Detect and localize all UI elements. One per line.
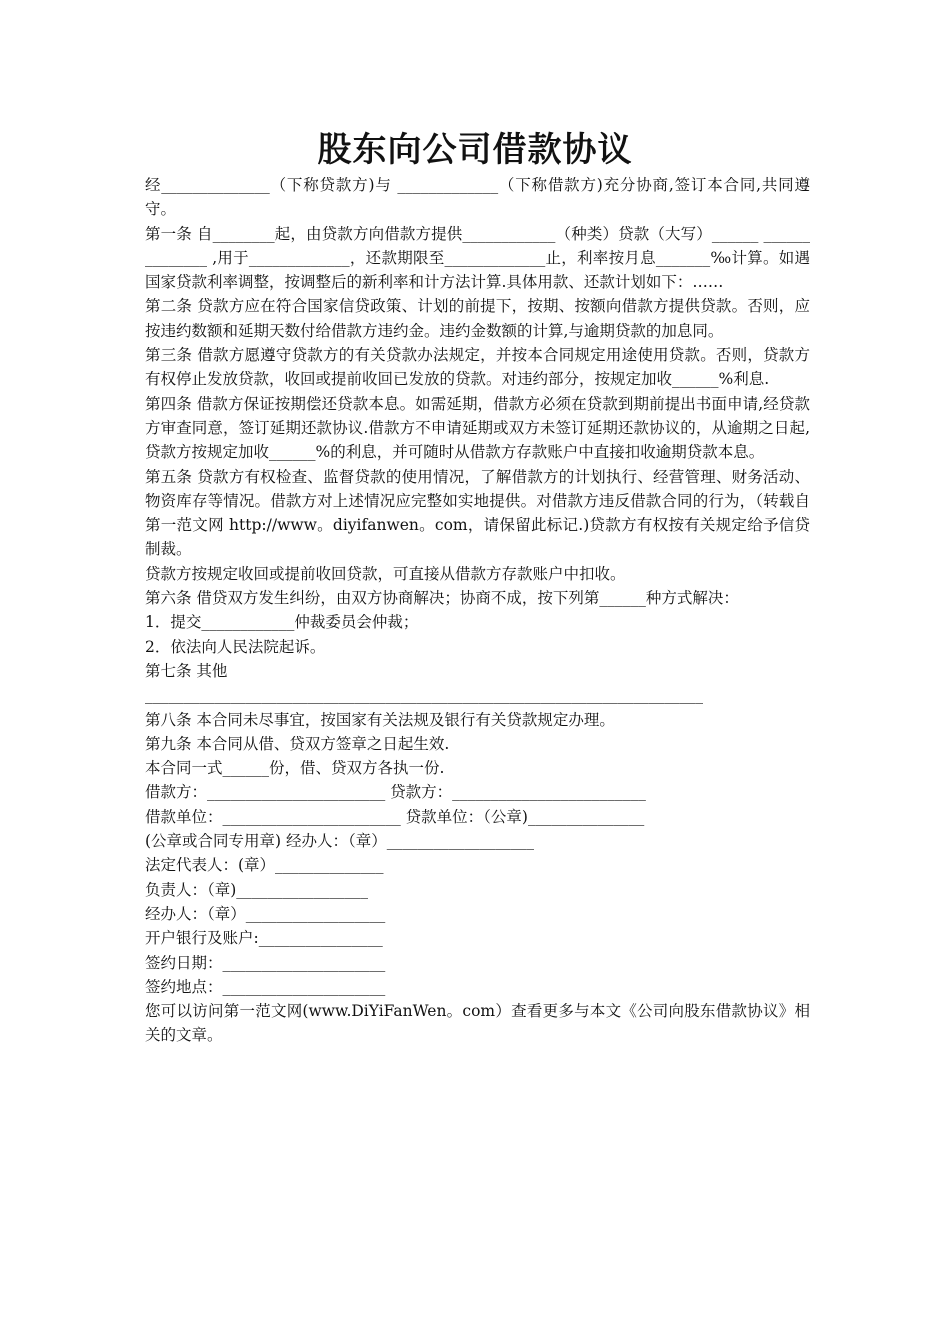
signature-responsible: 负责人：（章)_________________	[145, 880, 369, 899]
paragraph-option-1: 1．提交____________仲裁委员会仲裁；	[145, 613, 419, 632]
paragraph-option-2: 2．依法向人民法院起诉。	[145, 637, 326, 656]
footer-note: 您可以访问第一范文网(www.DiYiFanWen。com）查看更多与本文《公司向股东借款协议》相关的文章。	[145, 1002, 810, 1045]
document-body	[145, 173, 810, 1048]
paragraph-article-5-cont: 贷款方按规定收回或提前收回贷款，可直接从借款方存款账户中扣收。	[145, 564, 626, 583]
paragraph-article-1: 第一条 自________起，由贷款方向借款方提供____________（种类）贷款（大写）______ ______________ ,用于_____________，还款期限至_____________止，利率按月息_______‰计算。如遇国家贷款利率调整，按调整后的新利率和计方法计算.具体用款、还款计划如下：……	[145, 224, 810, 292]
paragraph-article-5: 第五条 贷款方有权检查、监督贷款的使用情况，了解借款方的计划执行、经营管理、财务活动、物资库存等情况。借款方对上述情况应完整如实地提供。对借款方违反借款合同的行为，（转载自第一范文网 http://www。diyifanwen。com，请保留此标记.)贷款方有权按有关规定给予信贷制裁。	[145, 467, 810, 559]
paragraph-article-7: 第七条 其他	[145, 661, 228, 680]
signature-date: 签约日期：_____________________	[145, 953, 386, 972]
signature-bank-account: 开户银行及账户:________________	[145, 929, 383, 948]
paragraph-article-9: 第九条 本合同从借、贷双方签章之日起生效.	[145, 734, 450, 753]
paragraph-copies: 本合同一式______份，借、贷双方各执一份.	[145, 759, 445, 778]
signature-seal-handler: (公章或合同专用章) 经办人：（章）___________________	[145, 832, 535, 851]
signature-place: 签约地点：_____________________	[145, 977, 386, 996]
paragraph-article-8: 第八条 本合同未尽事宜，按国家有关法规及银行有关贷款规定办理。	[145, 710, 615, 729]
signature-handler: 经办人：（章）__________________	[145, 904, 386, 923]
signature-legal-rep: 法定代表人：(章）______________	[145, 856, 384, 875]
paragraph-article-7-blank: ________________________________________________________________________	[145, 686, 703, 705]
paragraph-preamble: 经______________（下称贷款方)与 _____________（下称借款方)充分协商,签订本合同,共同遵守。	[145, 176, 810, 219]
paragraph-article-3: 第三条 借款方愿遵守贷款方的有关贷款办法规定，并按本合同规定用途使用贷款。否则，贷款方有权停止发放贷款，收回或提前收回已发放的贷款。对违约部分，按规定加收______%利息.	[145, 346, 810, 389]
document-title: 股东向公司借款协议	[317, 130, 633, 170]
paragraph-article-6: 第六条 借贷双方发生纠纷，由双方协商解决；协商不成，按下列第______种方式解决：	[145, 589, 739, 608]
signature-parties: 借款方：_______________________ 贷款方：_________________________	[145, 783, 646, 802]
paragraph-article-4: 第四条 借款方保证按期偿还贷款本息。如需延期，借款方必须在贷款到期前提出书面申请,经贷款方审查同意，签订延期还款协议.借款方不申请延期或双方未签订延期还款协议的，从逾期之日起,贷款方按规定加收______%的利息，并可随时从借款方存款账户中直接扣收逾期贷款本息。	[145, 394, 810, 462]
signature-units: 借款单位：_______________________ 贷款单位：（公章)_______________	[145, 807, 645, 826]
paragraph-article-2: 第二条 贷款方应在符合国家信贷政策、计划的前提下，按期、按额向借款方提供贷款。否则，应按违约数额和延期天数付给借款方违约金。违约金数额的计算,与逾期贷款的加息同。	[145, 297, 810, 340]
